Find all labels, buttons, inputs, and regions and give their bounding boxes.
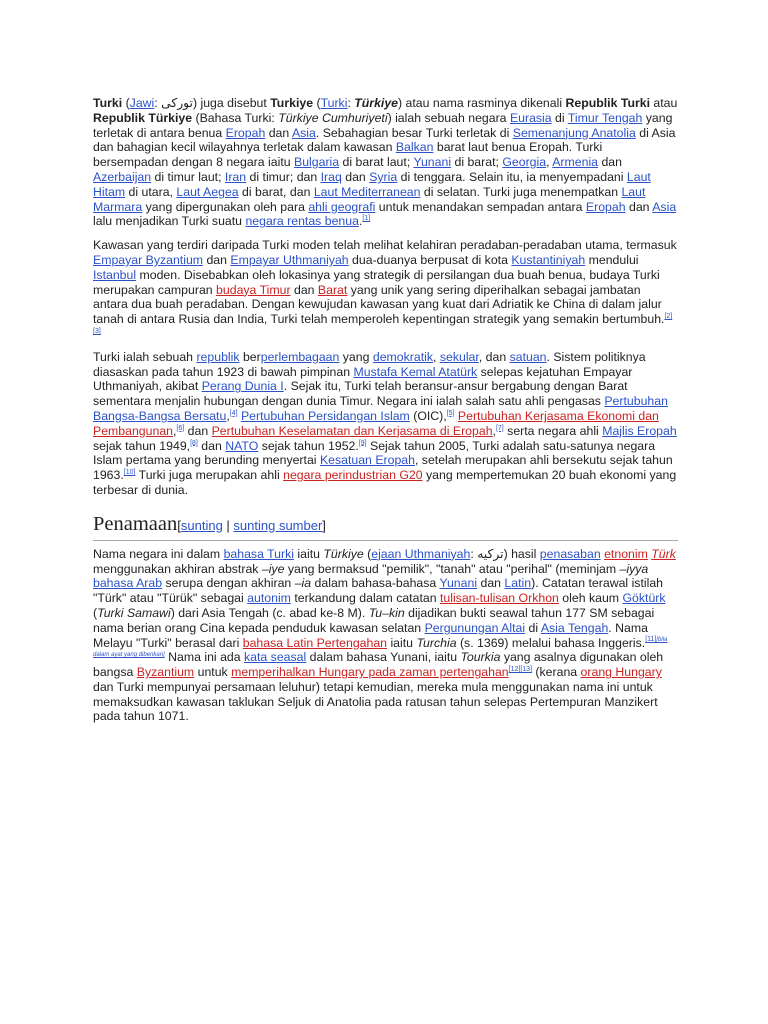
citation-link[interactable]: [12][13] bbox=[508, 666, 533, 673]
link-laut-aegea[interactable]: Laut Aegea bbox=[176, 184, 239, 199]
article-body bbox=[93, 96, 678, 732]
link-yunani[interactable]: Yunani bbox=[413, 155, 452, 170]
link-kata-seasal[interactable]: kata seasal bbox=[244, 650, 307, 665]
jawi-script: تورکی bbox=[161, 96, 193, 110]
link-byzantium[interactable]: Byzantium bbox=[136, 665, 195, 680]
citation-link[interactable]: [1] bbox=[362, 215, 371, 223]
citation bbox=[230, 410, 238, 417]
link-syria[interactable]: Syria bbox=[369, 169, 398, 184]
clarification-needed-link[interactable]: [bila dalam ayat yang diberikan] bbox=[93, 637, 668, 659]
link-autonim[interactable]: autonim bbox=[247, 591, 291, 606]
citation-link[interactable]: [8] bbox=[190, 439, 198, 447]
link-semenanjung-anatolia[interactable]: Semenanjung Anatolia bbox=[512, 125, 636, 140]
link-eropah-2[interactable]: Eropah bbox=[585, 199, 626, 214]
citation-link[interactable]: [6] bbox=[176, 424, 185, 432]
link-oecd[interactable]: Pertubuhan Kerjasama Ekonomi dan Pembangunan bbox=[93, 408, 659, 438]
link-ahli-geografi[interactable]: ahli geografi bbox=[308, 199, 376, 214]
link-ejaan-uthmaniyah[interactable]: ejaan Uthmaniyah bbox=[371, 546, 471, 561]
link-penasaban[interactable]: penasaban bbox=[539, 546, 601, 561]
citation bbox=[124, 469, 136, 476]
link-iran[interactable]: Iran bbox=[224, 169, 247, 184]
link-nato[interactable]: NATO bbox=[225, 438, 259, 453]
intro-paragraph: Turki (Jawi: تورکی) juga disebut Turkiye (Turki: Türkiye) atau nama rasminya dikenali Republik Turki atau Republik Türkiye (Bahasa Turki: Türkiye Cumhuriyeti) ialah sebuah negara Eurasia di Timur Tengah yang terletak di antara benua Eropah dan Asia. Sebahagian besar Turki terletak di Semenanjung Anatolia di Asia dan bahagian kecil wilayahnya terletak dalam kawasan Balkan barat laut benua Eropah. Turki bersempadan dengan 8 negara iaitu Bulgaria di barat laut; Yunani di barat; Georgia, Armenia dan Azerbaijan di timur laut; Iran di timur; dan Iraq dan Syria di tenggara. Selain itu, ia menyempadani Laut Hitam di utara, Laut Aegea di barat, dan Laut Mediterranean di selatan. Turki juga menempatkan Laut Marmara yang dipergunakan oleh para ahli geografi untuk menandakan sempadan antara Eropah dan Asia lalu menjadikan Turki suatu negara rentas benua.[1] bbox=[93, 96, 678, 229]
link-georgia[interactable]: Georgia bbox=[502, 155, 547, 170]
link-budaya-timur[interactable]: budaya Timur bbox=[216, 282, 291, 297]
citation bbox=[190, 439, 198, 446]
term-republik-turkiye: Republik Türkiye bbox=[93, 110, 193, 125]
link-iraq[interactable]: Iraq bbox=[320, 169, 342, 184]
citation bbox=[447, 410, 455, 417]
link-kustantiniyah[interactable]: Kustantiniyah bbox=[511, 252, 586, 267]
link-pergunungan-altai[interactable]: Pergunungan Altai bbox=[424, 620, 526, 635]
link-ataturk[interactable]: Mustafa Kemal Atatürk bbox=[353, 364, 478, 379]
link-asia[interactable]: Asia bbox=[291, 125, 316, 140]
link-g20[interactable]: negara perindustrian G20 bbox=[283, 468, 423, 483]
link-bahasa-arab[interactable]: bahasa Arab bbox=[93, 576, 163, 591]
citation bbox=[496, 425, 504, 432]
history-paragraph: Kawasan yang terdiri daripada Turki moden telah melihat kelahiran peradaban-peradaban utama, termasuk Empayar Byzantium dan Empayar Uthmaniyah dua-duanya berpusat di kota Kustantiniyah mendului Istanbul moden. Disebabkan oleh lokasinya yang strategik di persilangan dua buah benua, budaya Turki merupakan campuran budaya Timur dan Barat yang unik yang sering diperihalkan sebagai jambatan antara dua buah peradaban. Dengan kewujudan kawasan yang kuat dari Adriatik ke China di dalam jalur tanah di antara Rusia dan India, Turki telah memperoleh kepentingan strategik yang semakin bertumbuh.[2][3] bbox=[93, 238, 677, 335]
link-istanbul[interactable]: Istanbul bbox=[93, 267, 137, 282]
link-negara-rentas-benua[interactable]: negara rentas benua bbox=[245, 214, 359, 229]
link-osce[interactable]: Pertubuhan Keselamatan dan Kerjasama di Eropah bbox=[211, 423, 493, 438]
citation-link[interactable]: [4] bbox=[229, 409, 238, 417]
citation-link[interactable]: [2][3] bbox=[93, 313, 673, 335]
link-barat[interactable]: Barat bbox=[317, 282, 348, 297]
link-kesatuan-eropah[interactable]: Kesatuan Eropah bbox=[319, 453, 415, 468]
link-armenia[interactable]: Armenia bbox=[552, 155, 599, 170]
link-bulgaria[interactable]: Bulgaria bbox=[294, 155, 340, 170]
link-timur-tengah[interactable]: Timur Tengah bbox=[567, 110, 643, 125]
naming-paragraph: Nama negara ini dalam bahasa Turki iaitu Türkiye (ejaan Uthmaniyah: ترکیه) hasil penasaban etnonim Türk menggunakan akhiran abstrak –iye yang bermaksud "pemilik", "tanah" atau "perihal" (meminjam –iyya bahasa Arab serupa dengan akhiran –ia dalam bahasa-bahasa Yunani dan Latin). Catatan terawal istilah "Türk" atau "Türük" sebagai autonim terkandung dalam catatan tulisan-tulisan Orkhon oleh kaum Göktürk (Turki Samawi) dari Asia Tengah (c. abad ke-8 M). Tu–kin dijadikan bukti seawal tahun 177 SM sebagai nama berian orang Cina kepada penduduk kawasan selatan Pergunungan Altai di Asia Tengah. Nama Melayu "Turki" berasal dari bahasa Latin Pertengahan iaitu Turchia (s. 1369) melalui bahasa Inggeris.[11][bila dalam ayat yang diberikan] Nama ini ada kata seasal dalam bahasa Yunani, iaitu Tourkia yang asalnya digunakan oleh bangsa Byzantium untuk memperihalkan Hungary pada zaman pertengahan[12][13] (kerana orang Hungary dan Turki mempunyai persamaan leluhur) tetapi kemudian, mereka mula menggunakan nama ini untuk memaksudkan kawasan taklukan Seljuk di Anatolia pada ratusan tahun selepas Pertempuran Manzikert pada tahun 1071. bbox=[93, 546, 676, 724]
link-perang-dunia-1[interactable]: Perang Dunia I bbox=[201, 379, 284, 394]
link-orang-hungary[interactable]: orang Hungary bbox=[580, 665, 662, 680]
term-republik-turki: Republik Turki bbox=[565, 96, 650, 110]
citation bbox=[509, 666, 532, 673]
link-sekular[interactable]: sekular bbox=[439, 349, 479, 364]
link-laut-mediterranean[interactable]: Laut Mediterranean bbox=[313, 184, 421, 199]
citation-link[interactable]: [5] bbox=[446, 409, 455, 417]
link-hungary-zaman-pertengahan[interactable]: memperihalkan Hungary pada zaman pertengahan bbox=[231, 665, 509, 680]
citation-link[interactable]: [7] bbox=[495, 424, 504, 432]
link-jawi[interactable]: Jawi bbox=[129, 96, 155, 110]
citation bbox=[362, 215, 370, 222]
link-oic[interactable]: Pertubuhan Persidangan Islam bbox=[240, 408, 410, 423]
link-tulisan-orkhon[interactable]: tulisan-tulisan Orkhon bbox=[439, 591, 559, 606]
link-demokratik[interactable]: demokratik bbox=[372, 349, 433, 364]
link-pbb[interactable]: Pertubuhan Bangsa-Bangsa Bersatu bbox=[93, 394, 668, 423]
link-majlis-eropah[interactable]: Majlis Eropah bbox=[602, 423, 677, 438]
term-cumhuriyeti: Türkiye Cumhuriyeti bbox=[278, 110, 388, 125]
section-heading-penamaan bbox=[93, 512, 678, 541]
link-latin[interactable]: Latin bbox=[504, 576, 532, 591]
link-empayar-uthmaniyah[interactable]: Empayar Uthmaniyah bbox=[230, 252, 349, 267]
edit-link[interactable]: sunting bbox=[180, 517, 223, 533]
citation-link[interactable]: [10] bbox=[123, 469, 136, 477]
citation bbox=[359, 439, 367, 446]
link-eurasia[interactable]: Eurasia bbox=[509, 110, 552, 125]
term-turki: Turki bbox=[93, 96, 123, 110]
link-republik[interactable]: republik bbox=[196, 349, 240, 364]
link-perlembagaan[interactable]: perlembagaan bbox=[260, 349, 340, 364]
link-laut-marmara[interactable]: Laut Marmara bbox=[93, 184, 646, 214]
link-bahasa-turki[interactable]: bahasa Turki bbox=[223, 546, 294, 561]
ottoman-script: ترکیه bbox=[477, 546, 504, 561]
link-gokturk[interactable]: Göktürk bbox=[622, 591, 666, 606]
link-laut-hitam[interactable]: Laut Hitam bbox=[93, 169, 651, 199]
edit-links: [sunting | sunting sumber] bbox=[177, 517, 326, 533]
link-yunani[interactable]: Yunani bbox=[439, 576, 478, 591]
link-empayar-byzantium[interactable]: Empayar Byzantium bbox=[93, 252, 204, 267]
link-eropah[interactable]: Eropah bbox=[225, 125, 266, 140]
term-turkiye-native: Türkiye bbox=[354, 96, 399, 110]
link-satuan[interactable]: satuan bbox=[509, 349, 547, 364]
term-turkiye: Turkiye bbox=[270, 96, 314, 110]
politics-paragraph: Turki ialah sebuah republik berperlembagaan yang demokratik, sekular, dan satuan. Sistem politiknya diasaskan pada tahun 1923 di bawah pimpinan Mustafa Kemal Atatürk selepas kejatuhan Empayar Uthmaniyah, akibat Perang Dunia I. Sejak itu, Turki telah beransur-ansur bergabung dengan Barat sementara menjalin hubungan dengan dunia Timur. Negara ini ialah salah satu ahli pengasas Pertubuhan Bangsa-Bangsa Bersatu,[4] Pertubuhan Persidangan Islam (OIC),[5] Pertubuhan Kerjasama Ekonomi dan Pembangunan,[6] dan Pertubuhan Keselamatan dan Kerjasama di Eropah,[7] serta negara ahli Majlis Eropah sejak tahun 1949,[8] dan NATO sejak tahun 1952.[9] Sejak tahun 2005, Turki adalah satu-satunya negara Islam pertama yang berunding menyertai Kesatuan Eropah, setelah merupakan ahli bersekutu sejak tahun 1963.[10] Turki juga merupakan ahli negara perindustrian G20 yang mempertemukan 20 buah ekonomi yang terbesar di dunia. bbox=[93, 349, 677, 497]
link-balkan[interactable]: Balkan bbox=[395, 140, 434, 155]
link-azerbaijan[interactable]: Azerbaijan bbox=[93, 169, 152, 184]
link-turk[interactable]: Türk bbox=[651, 546, 676, 561]
section-title: Penamaan bbox=[93, 512, 178, 535]
citation-link[interactable]: [9] bbox=[358, 439, 367, 447]
link-latin-pertengahan[interactable]: bahasa Latin Pertengahan bbox=[242, 635, 388, 650]
link-asia-tengah[interactable]: Asia Tengah bbox=[540, 620, 609, 635]
link-asia-2[interactable]: Asia bbox=[652, 199, 677, 214]
edit-source-link[interactable]: sunting sumber bbox=[233, 517, 323, 533]
link-etnonim[interactable]: etnonim bbox=[604, 546, 648, 561]
citation-link[interactable]: [11] bbox=[645, 636, 657, 644]
link-turki[interactable]: Turki bbox=[320, 96, 348, 110]
